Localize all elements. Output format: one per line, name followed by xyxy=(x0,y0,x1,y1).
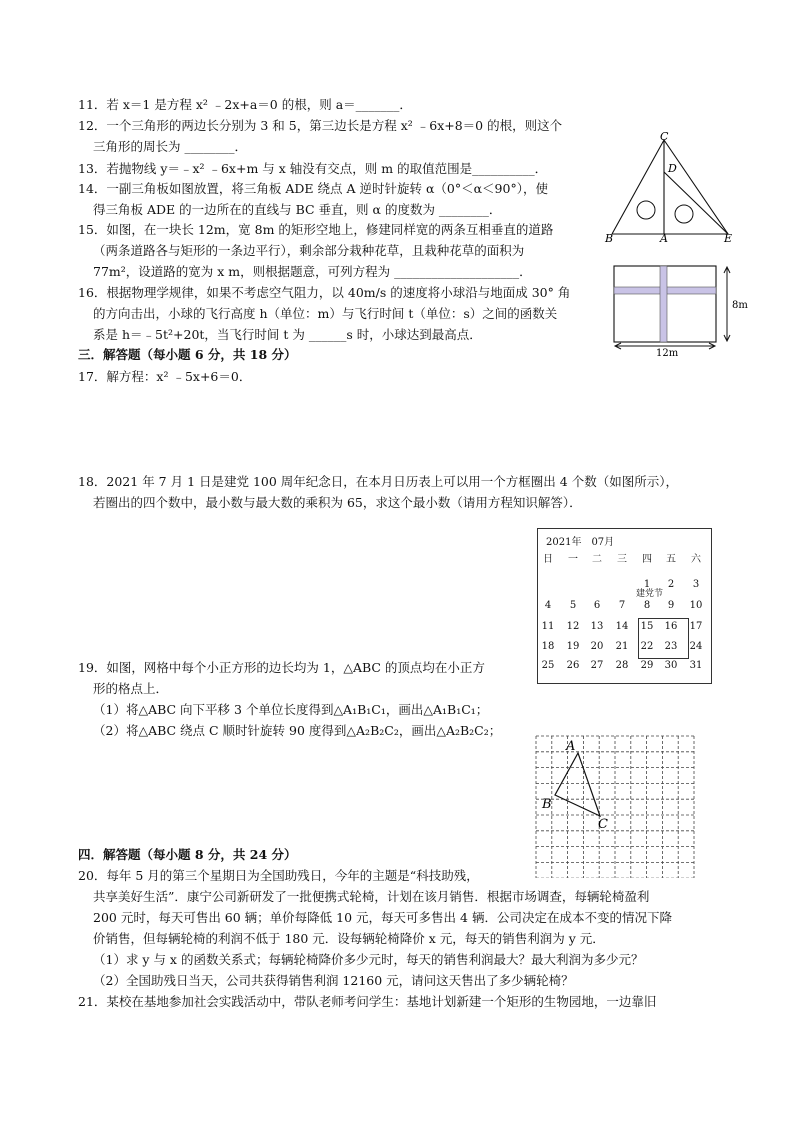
calendar-title: 2021年 07月 xyxy=(546,537,615,548)
rectangle-road-figure xyxy=(606,258,766,358)
calendar-weekday: 六 xyxy=(691,554,701,565)
question-20-line-4: 价销售，但每辆轮椅的利润不低于 180 元．设每辆轮椅降价 x 元，每天的销售利润为 y 元． xyxy=(93,931,605,946)
question-16-line-2: 的方向击出，小球的飞行高度 h（单位：m）与飞行时间 t（单位：s）之间的函数关 xyxy=(93,306,558,321)
calendar-day: 5 xyxy=(569,600,577,611)
calendar-weekday: 三 xyxy=(617,554,627,565)
calendar-day: 3 xyxy=(692,579,700,590)
calendar-day: 15 xyxy=(640,621,654,632)
section-4-heading: 四．解答题（每小题 8 分，共 24 分） xyxy=(78,847,297,862)
calendar-day: 26 xyxy=(566,660,580,671)
question-15-line-2: （两条道路各与矩形的一条边平行），剩余部分栽种花草，且栽种花草的面积为 xyxy=(93,243,525,258)
calendar-day: 20 xyxy=(590,641,604,652)
label-c: C xyxy=(660,130,669,143)
calendar-note: 建党节 xyxy=(636,589,664,599)
calendar-day: 16 xyxy=(664,621,678,632)
label-d: D xyxy=(668,162,677,175)
calendar xyxy=(537,528,712,684)
question-18-line-2: 若圈出的四个数中，最小数与最大数的乘积为 65，求这个最小数（请用方程知识解答）． xyxy=(93,495,582,510)
calendar-day: 9 xyxy=(667,600,675,611)
question-20-part-2: （2）全国助残日当天，公司共获得销售利润 12160 元，请问这天售出了多少辆轮椅？ xyxy=(93,973,574,988)
calendar-weekday: 一 xyxy=(568,554,578,565)
section-3-heading: 三．解答题（每小题 6 分，共 18 分） xyxy=(78,347,297,362)
right-circle-hole xyxy=(675,205,693,223)
question-20-line-2: 共享美好生活”．康宁公司新研发了一批便携式轮椅，计划在该月销售．根据市场调查，每辆轮椅盈利 xyxy=(93,889,650,904)
calendar-day: 13 xyxy=(590,621,604,632)
question-19-part-1: （1）将△ABC 向下平移 3 个单位长度得到△A₁B₁C₁，画出△A₁B₁C₁； xyxy=(93,702,489,717)
question-19-line-1: 19．如图，网格中每个小正方形的边长均为 1，△ABC 的顶点均在小正方 xyxy=(78,660,485,675)
calendar-weekday: 二 xyxy=(592,554,602,565)
triangle-abc-grid xyxy=(555,753,600,816)
calendar-day: 22 xyxy=(640,641,654,652)
calendar-day: 24 xyxy=(689,641,703,652)
calendar-day: 27 xyxy=(590,660,604,671)
question-20-part-1: （1）求 y 与 x 的函数关系式；每辆轮椅降价多少元时，每天的销售利润最大？最大利润为多少元？ xyxy=(93,952,644,967)
calendar-day: 11 xyxy=(541,621,555,632)
triangle-abc xyxy=(612,140,728,234)
calendar-weekday: 日 xyxy=(543,554,553,565)
segment-de xyxy=(664,172,728,234)
question-15-line-3: 77m²，设道路的宽为 x m，则根据题意，可列方程为 ____________________． xyxy=(93,264,532,279)
question-20-line-3: 200 元时，每天可售出 60 辆；单价每降低 10 元，每天可多售出 4 辆．公司决定在成本不变的情况下降 xyxy=(93,910,672,925)
calendar-day: 28 xyxy=(615,660,629,671)
left-circle-hole xyxy=(637,201,655,219)
calendar-day: 25 xyxy=(541,660,555,671)
calendar-day: 1 xyxy=(643,579,651,590)
grid-label-b: B xyxy=(542,797,552,812)
grid-figure xyxy=(532,732,712,878)
calendar-day: 2 xyxy=(667,579,675,590)
question-20-line-1: 20．每年 5 月的第三个星期日为全国助残日，今年的主题是“科技助残， xyxy=(78,868,479,883)
question-19-part-2: （2）将△ABC 绕点 C 顺时针旋转 90 度得到△A₂B₂C₂，画出△A₂B₂C₂； xyxy=(93,723,502,738)
calendar-day: 14 xyxy=(615,621,629,632)
calendar-day: 17 xyxy=(689,621,703,632)
question-12-line-1: 12．一个三角形的两边长分别为 3 和 5，第三边长是方程 x² ﹣6x+8＝0 的根，则这个 xyxy=(78,118,563,133)
calendar-weekday: 四 xyxy=(642,554,652,565)
calendar-day: 23 xyxy=(664,641,678,652)
question-11: 11．若 x＝1 是方程 x² ﹣2x+a＝0 的根，则 a＝_______． xyxy=(78,97,412,112)
question-17: 17．解方程：x² ﹣5x+6＝0． xyxy=(78,369,252,384)
calendar-day: 12 xyxy=(566,621,580,632)
calendar-day: 21 xyxy=(615,641,629,652)
question-15-line-1: 15．如图，在一块长 12m，宽 8m 的矩形空地上，修建同样宽的两条互相垂直的道路 xyxy=(78,222,554,237)
question-16-line-3: 系是 h＝﹣5t²+20t，当飞行时间 t 为 ______s 时，小球达到最高点． xyxy=(93,327,482,342)
height-label: 8m xyxy=(732,300,748,311)
label-a: A xyxy=(660,232,668,245)
label-e: E xyxy=(724,232,733,245)
selection-box xyxy=(638,618,689,659)
calendar-day: 8 xyxy=(643,600,651,611)
question-14-line-2: 得三角板 ADE 的一边所在的直线与 BC 垂直，则 α 的度数为 ________． xyxy=(93,202,502,217)
calendar-day: 10 xyxy=(689,600,703,611)
calendar-day: 30 xyxy=(664,660,678,671)
grid-label-c: C xyxy=(598,817,608,832)
calendar-day: 19 xyxy=(566,641,580,652)
calendar-day: 7 xyxy=(618,600,626,611)
question-14-line-1: 14．一副三角板如图放置，将三角板 ADE 绕点 A 逆时针旋转 α（0°＜α＜90°），使 xyxy=(78,181,548,196)
question-18-line-1: 18．2021 年 7 月 1 日是建党 100 周年纪念日，在本月日历表上可以用一个方框圈出 4 个数（如图所示）， xyxy=(78,474,678,489)
question-19-line-2: 形的格点上． xyxy=(93,681,169,696)
calendar-day: 31 xyxy=(689,660,703,671)
question-16-line-1: 16．根据物理学规律，如果不考虑空气阻力，以 40m/s 的速度将小球沿与地面成 30° 角 xyxy=(78,285,571,300)
question-21-line-1: 21．某校在基地参加社会实践活动中，带队老师考问学生：基地计划新建一个矩形的生物园地，一边靠旧 xyxy=(78,994,657,1009)
calendar-day: 29 xyxy=(640,660,654,671)
width-label: 12m xyxy=(656,348,679,358)
question-12-line-2: 三角形的周长为 ________． xyxy=(93,139,247,154)
calendar-day: 6 xyxy=(593,600,601,611)
label-b: B xyxy=(605,232,614,245)
calendar-day: 4 xyxy=(544,600,552,611)
calendar-weekday: 五 xyxy=(666,554,676,565)
question-13: 13．若抛物线 y＝﹣x² ﹣6x+m 与 x 轴没有交点，则 m 的取值范围是__________． xyxy=(78,161,548,176)
triangle-set-figure xyxy=(602,128,742,246)
grid-label-a: A xyxy=(566,739,576,754)
vertical-road xyxy=(660,266,667,342)
calendar-day: 18 xyxy=(541,641,555,652)
